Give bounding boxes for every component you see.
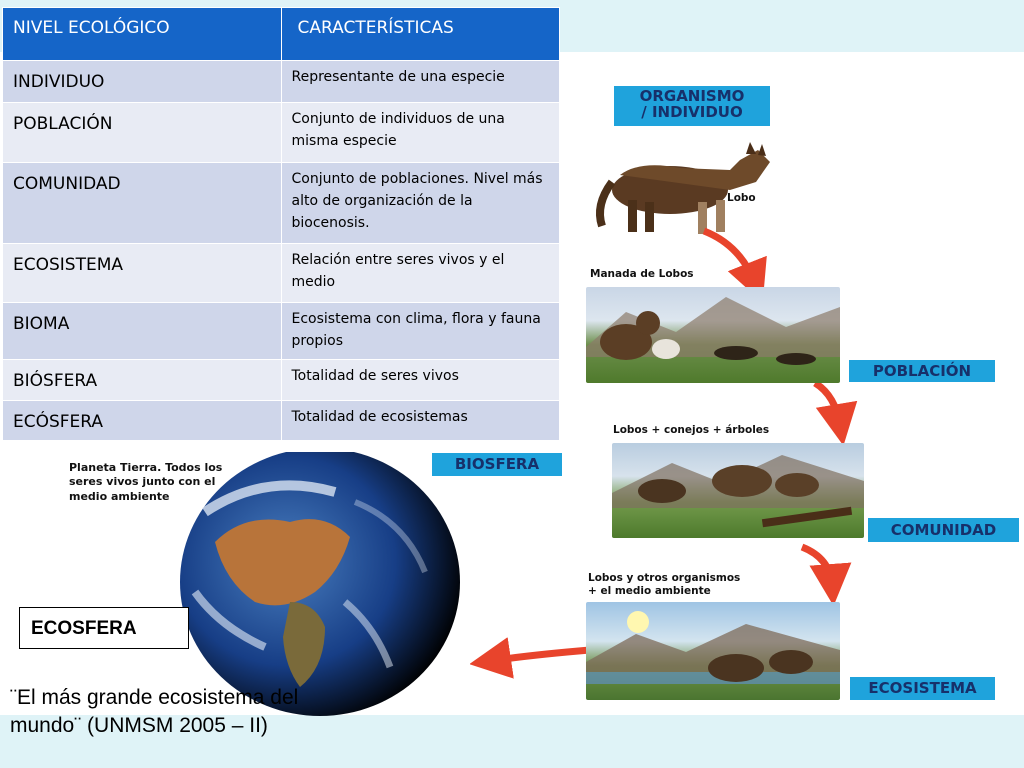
manada-scene-image <box>586 287 840 383</box>
manada-caption: Manada de Lobos <box>590 268 694 280</box>
biosfera-label: BIOSFERA <box>432 453 562 476</box>
planeta-line3: medio ambiente <box>69 489 170 503</box>
earth-globe-image <box>175 452 465 722</box>
desc-cell: Conjunto de poblaciones. Nivel más alto de organización de la biocenosis. <box>291 171 543 231</box>
planeta-line2: seres vivos junto con el <box>69 475 216 489</box>
level-cell: INDIVIDUO <box>13 72 105 92</box>
ecosistema-scene-image <box>586 602 840 700</box>
arrow-ecosistema-ecosfera <box>490 650 590 661</box>
level-cell: POBLACIÓN <box>13 114 113 134</box>
desc-cell: Relación entre seres vivos y el medio <box>291 252 505 290</box>
unmsm-quote <box>10 684 390 740</box>
lobo-caption: Lobo <box>727 192 756 204</box>
planeta-line1: Planeta Tierra. Todos los <box>69 461 223 474</box>
level-cell: ECOSISTEMA <box>13 255 124 275</box>
organismo-label <box>614 86 770 126</box>
arrow-poblacion-comunidad <box>815 383 840 425</box>
lobos-otros-line1: Lobos y otros organismos <box>588 572 741 584</box>
header-caracteristicas: CARACTERÍSTICAS <box>281 8 560 61</box>
desc-cell: Ecosistema con clima, flora y fauna propios <box>291 311 541 349</box>
comunidad-label: COMUNIDAD <box>868 518 1019 542</box>
lobos-conejos-caption: Lobos + conejos + árboles <box>613 424 770 436</box>
wolf-individual-image <box>580 130 780 240</box>
desc-cell: Totalidad de ecosistemas <box>291 409 468 425</box>
lobos-otros-caption <box>588 572 740 598</box>
quote-line1: ¨El más grande ecosistema del <box>10 686 299 709</box>
desc-cell: Representante de una especie <box>291 69 505 85</box>
poblacion-label: POBLACIÓN <box>849 360 995 382</box>
table-header-row <box>3 8 560 61</box>
organismo-line2: / INDIVIDUO <box>641 102 743 121</box>
desc-cell: Totalidad de seres vivos <box>291 368 459 384</box>
header-nivel: NIVEL ECOLÓGICO <box>3 8 282 61</box>
lobos-otros-line2: + el medio ambiente <box>588 585 711 598</box>
comunidad-scene-image <box>612 443 864 538</box>
quote-line2: mundo¨ (UNMSM 2005 – II) <box>10 714 268 737</box>
ecosfera-label-box: ECOSFERA <box>19 607 189 649</box>
level-cell: BIOMA <box>13 314 70 334</box>
level-cell: BIÓSFERA <box>13 371 98 391</box>
table-row <box>3 61 560 103</box>
table-row <box>3 103 560 163</box>
arrow-individuo-poblacion <box>704 231 755 283</box>
level-cell: ECÓSFERA <box>13 412 104 432</box>
desc-cell: Conjunto de individuos de una misma especie <box>291 111 505 149</box>
ecosistema-label: ECOSISTEMA <box>850 677 995 700</box>
organismo-line1: ORGANISMO <box>639 87 745 105</box>
arrow-comunidad-ecosistema <box>802 547 832 585</box>
level-cell: COMUNIDAD <box>13 174 121 194</box>
